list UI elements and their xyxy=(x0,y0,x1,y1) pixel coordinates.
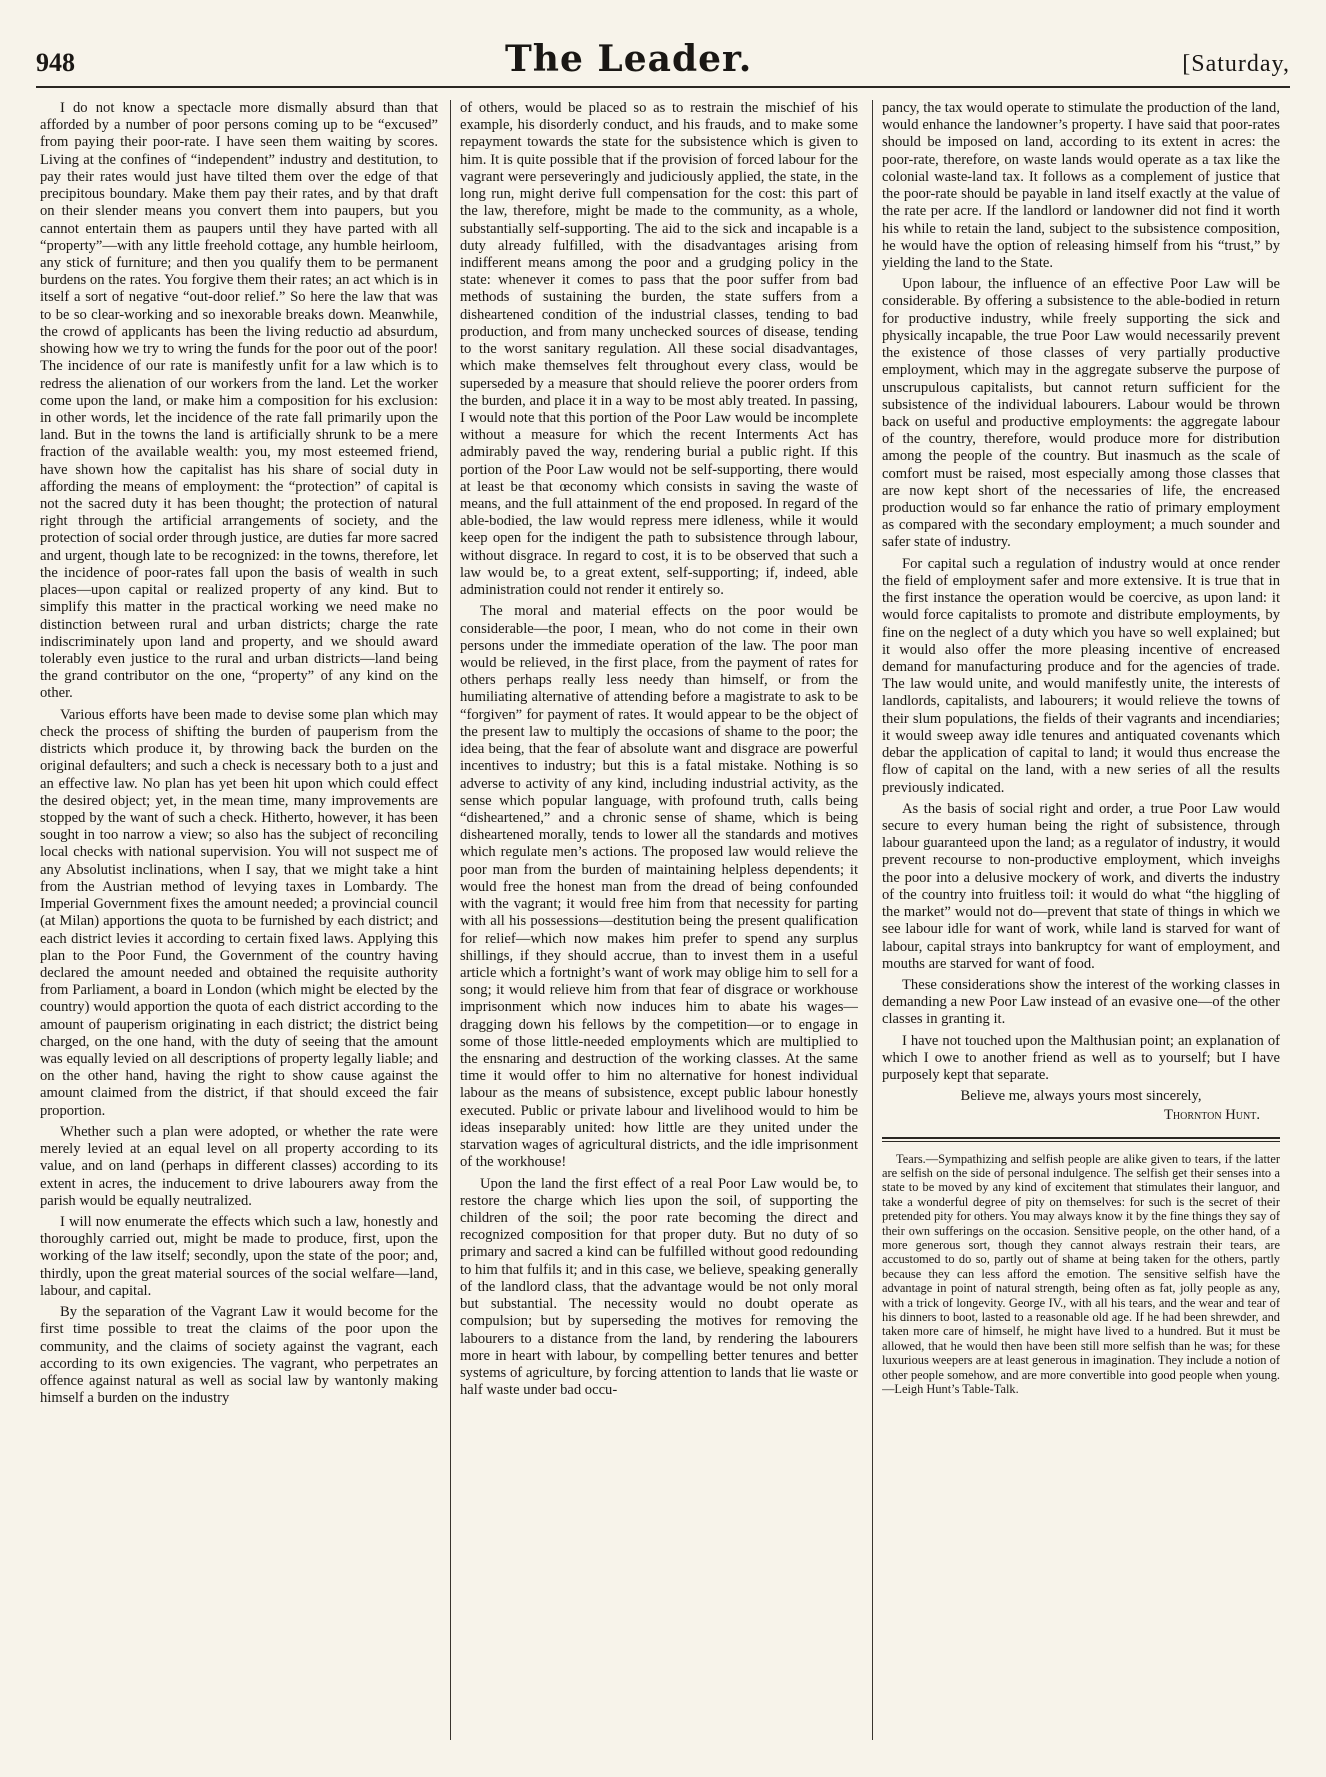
masthead xyxy=(36,38,1290,88)
paragraph: I have not touched upon the Malthusian point; an explanation of which I owe to another friend as well as to yourself; but I have purposely kept that separate. xyxy=(882,1032,1280,1084)
paragraph: By the separation of the Vagrant Law it would become for the first time possible to treat the claims of the poor upon the community, and the claims of society against the vagrant, each according to its own exigencies. The vagrant, who perpetrates an offence against natural as well as social law by wantonly making himself a burden on the industry xyxy=(40,1304,438,1407)
paragraph: As the basis of social right and order, a true Poor Law would secure to every human being the right of subsistence, through labour guaranteed upon the land; as a regulator of industry, it would prevent recourse to non-productive employment, which inveighs the poor into a delusive mockery of work, and diverts the industry of the country into fruitless toil: it would do what “the higgling of the market” would not do—prevent that state of things in which we see labour idle for want of work, while land is starved for want of labour, capital strays into bankruptcy for want of employment, and mouths are starved for want of food. xyxy=(882,800,1280,972)
issue-day: [Saturday, xyxy=(1182,51,1290,77)
section-rule xyxy=(882,1141,1280,1142)
page-number: 948 xyxy=(36,48,75,77)
column-2 xyxy=(460,100,858,1740)
paragraph: The moral and material effects on the poor would be considerable—the poor, I mean, who do not come in their own persons under the immediate operation of the law. The poor man would be relieved, in the first place, from the payment of rates for others perhaps really less needy than himself, or from the humiliating alternative of attending before a magistrate to ask to be “forgiven” for payment of rates. It would appear to be the object of the present law to multiply the occasions of shame to the poor; the idea being, that the fear of absolute want and disgrace are powerful incentives to industry; but this is a fatal mistake. Nothing is so adverse to activity of any kind, including industrial activity, as the sense which popular language, with profound truth, calls being “disheartened,” and a chronic sense of shame, which is being disheartened morally, tends to lower all the standards and motives which regulate men’s actions. The proposed law would relieve the poor man from the burden of maintaining helpless dependents; it would free the honest man from the dread of being confounded with the vagrant; it would free him from that necessity for parting with all his possessions—destitution being the present qualification for relief—which now makes him prefer to spend any surplus shillings, if they should accrue, than to invest them in a useful article which a fortnight’s want of work may oblige him to sell for a song; it would relieve him from that fear of disgrace or workhouse imprisonment which now induces him to abate his wages—dragging down his fellows by the competition—or to engage in some of those little-needed employments which are multiplied to the ensnaring and destruction of the working classes. At the same time it would offer to him no alternative for honest individual labour as the means of subsistence, except public labour honestly executed. Public or private labour and livelihood would to him be ideas inseparably united: how little are they united under the starvation wages of agricultural districts, and the idle imprisonment of the workhouse! xyxy=(460,603,858,1171)
publication-title: The Leader. xyxy=(505,38,753,80)
paragraph: pancy, the tax would operate to stimulate the production of the land, would enhance the landowner’s property. I have said that poor-rates should be imposed on land, according to its extent in acres: the poor-rate, therefore, on waste lands would operate as a tax like the colonial waste-land tax. It follows as a complement of justice that the poor-rate should be payable in land itself exactly at the value of the rate per acre. If the landlord or landowner did not find it worth his while to retain the land, subject to the subsistence composition, he would have the option of releasing himself from his “trust,” by yielding the land to the State. xyxy=(882,100,1280,271)
letter-signature: Thornton Hunt. xyxy=(1163,1107,1260,1124)
paragraph: Whether such a plan were adopted, or whether the rate were merely levied at an equal level on all property according to its value, and on land (perhaps in different classes) according to its extent in acres, the inducement to drive labourers away from the parish would be equally neutralized. xyxy=(40,1123,438,1209)
column-divider xyxy=(450,100,451,1740)
paragraph: of others, would be placed so as to restrain the mischief of his example, his disorderly conduct, and his frauds, and to make some repayment towards the state for the subsistence which is given to him. It is quite possible that if the provision of forced labour for the vagrant were perseveringly and judiciously applied, the state, in the long run, might derive full compensation for the cost: this part of the law, therefore, might be made to the community, as a whole, substantially self-supporting. The aid to the sick and incapable is a duty already fulfilled, with the disadvantages arising from indifferent means among the poor and a grudging policy in the state: whenever it comes to pass that the poor suffer from bad methods of sustaining the burden, the state suffers from a disheartened condition of the industrial classes, tending to bad production, and from many unchecked sources of disease, tending to the worst sanitary regulation. All these social disadvantages, which make themselves felt throughout every class, would be superseded by a measure that should relieve the poorer orders from the burden, and place it in a way to be most ably treated. In passing, I would note that this portion of the Poor Law would be incomplete without a measure for which the recent Interments Act has admirably paved the way, rendering burial a public right. If this portion of the Poor Law would not be self-supporting, there would at least be that œconomy which consists in saving the waste of means, and the full attainment of the end proposed. In regard of the able-bodied, the law would repress mere idleness, while it would keep open for the indigent the path to subsistence through labour, without disgrace. In regard to cost, it is to be observed that such a law would be, to a great extent, self-supporting; if, indeed, able administration could not render it entirely so. xyxy=(460,100,858,599)
paragraph: Upon the land the first effect of a real Poor Law would be, to restore the charge which lies upon the soil, of supporting the children of the soil; the poor rate becoming the direct and recognized composition for that proper duty. But no duty of so primary and sacred a kind can be fulfilled without good redounding to him that fulfils it; and in this case, we believe, speaking generally of the landlord class, that the advantage would be not only moral but substantial. The necessity would no doubt operate as compulsion; but by superseding the motives for removing the labourers to a distance from the land, by rendering the labourers more in heart with labour, by compelling better tenures and better systems of agriculture, by forcing attention to lands that lie waste or half waste under bad occu- xyxy=(460,1175,858,1399)
paragraph: These considerations show the interest of the working classes in demanding a new Poor Law instead of an evasive one—of the other classes in granting it. xyxy=(882,976,1280,1028)
letter-signoff: Believe me, always yours most sincerely, xyxy=(960,1088,1202,1105)
paragraph: Various efforts have been made to devise some plan which may check the process of shifting the burden of pauperism from the districts which produce it, by throwing back the burden on the original defaulters; and such a check is necessary both to a just and an effective law. No plan has yet been hit upon which could effect the desired object; yet, in the mean time, many improvements are stopped by the want of such a check. Hitherto, however, it has been sought in too narrow a view; so also has the subject of reconciling local checks with national supervision. You will not suspect me of any Absolutist inclinations, when I say, that we might take a hint from the Austrian method of levying taxes in Lombardy. The Imperial Government fixes the amount needed; a provincial council (at Milan) apportions the quota to be furnished by each district; and each district levies it according to certain fixed laws. Applying this plan to the Poor Fund, the Government of the country having declared the amount needed and obtained the requisite authority from Parliament, a board in London (which might be elected by the country) would apportion the quota of each district according to the amount of pauperism originating in each district; the district being charged, on the one hand, with the duty of seeing that the amount was equally levied on all descriptions of property legally liable; and on the other hand, having the right to show cause against the amount claimed from the district, if that should exceed the fair proportion. xyxy=(40,706,438,1119)
paragraph: I do not know a spectacle more dismally absurd than that afforded by a number of poor persons coming up to be “excused” from paying their poor-rate. I have seen them waiting by scores. Living at the confines of “independent” industry and destitution, to pay their rates would just have tilted them over the edge of that precipitous boundary. Make them pay their rates, and by that draft on their slender means you convert them into paupers, but you cannot entertain them as paupers until they have parted with all “property”—with any little freehold cottage, any humble heirloom, any stick of furniture; and then you qualify them to be permanent burdens on the rates. You forgive them their rates; an act which is in itself a sort of negative “out-door relief.” So here the law that was to be so clear-working and so inexorable breaks down. Meanwhile, the crowd of applicants has been the living reductio ad absurdum, showing how we try to wring the funds for the poor out of the poor! The incidence of our rate is manifestly unfit for a law which is to redress the alienation of our workers from the land. Let the worker come upon the land, or make him a composition for his exclusion: in other words, let the incidence of the rate fall primarily upon the land. But in the towns the land is artificially shrunk to be a mere fraction of the available wealth: you, my most esteemed friend, have shown how the capitalist has his share of social duty in affording the means of employment: the “protection” of capital is not the sacred duty it has been thought; the protection of natural right through the artificial arrangements of society, and the protection of social order through justice, are duties far more sacred and urgent, though late to be recognized: in the towns, therefore, let the incidence of poor-rates fall upon the basis of wealth in such places—upon capital or realized property of any kind. But to simplify this matter in the practical working we need make no distinction between rural and urban districts; charge the rate indiscriminately upon land and property, and we should award tolerably even justice to the rural and urban districts—land being the grand contributor on the one, “property” of any kind on the other. xyxy=(40,100,438,702)
column-1 xyxy=(40,100,438,1740)
column-3 xyxy=(882,100,1280,1740)
note-text: Tears.—Sympathizing and selfish people are alike given to tears, if the latter are selfish on the side of personal indulgence. The selfish get their senses into a state to be moved by any kind of excitement that stimulates their languor, and take a wonderful degree of pity on themselves: for such is the secret of their pretended pity for others. You may always know it by the fine things they say of their own sufferings on the occasion. Sensitive people, on the other hand, of a more generous sort, though they cannot always restrain their tears, are accustomed to do so, partly out of shame at being taken for the others, partly because they can less afford the emotion. The sensitive selfish have the advantage in point of natural strength, being often as fat, jolly people as any, with a trick of longevity. George IV., with all his tears, and the wear and tear of his dinners to boot, lasted to a reasonable old age. If he had been shrewder, and taken more care of himself, he might have lived to a hundred. But it must be allowed, that he would then have been still more selfish than he was; for these luxurious weepers are at least generous in imagination. They include a notion of other people somehow, and are more convertible into good people when young.—Leigh Hunt’s Table-Talk. xyxy=(882,1151,1280,1396)
section-rule xyxy=(882,1137,1280,1139)
paragraph: I will now enumerate the effects which such a law, honestly and thoroughly carried out, might be made to produce, first, upon the working of the law itself; secondly, upon the state of the poor; and, thirdly, upon the great material sources of the social welfare—land, labour, and capital. xyxy=(40,1214,438,1299)
paragraph: Upon labour, the influence of an effective Poor Law will be considerable. By offering a subsistence to the able-bodied in return for productive industry, while freely supporting the sick and physically incapable, the true Poor Law would necessarily prevent the existence of those classes of very partially productive employment, which may in the aggregate subserve the purpose of unscrupulous capitalists, but cannot return sufficient for the subsistence of the individual labourers. Labour would be thrown back on useful and productive employments: the aggregate labour of the country, therefore, would produce more for distribution among the people of the country. But inasmuch as the scale of comfort must be raised, most especially among those classes that are now kept short of the necessaries of life, the encreased production would so far enhance the ratio of primary employment as compared with the secondary employment; a much sounder and safer state of industry. xyxy=(882,276,1280,551)
paragraph: For capital such a regulation of industry would at once render the field of employment safer and more extensive. It is true that in the first instance the operation would be coercive, as upon land: it would force capitalists to promote and distribute employments, by fine on the neglect of a duty which you have so well explained; but it would also offer the more pleasing incentive of encreased demand for manufacturing produce and for the agencies of trade. The law would unite, and would manifestly unite, the interests of landlords, capitalists, and labourers; it would relieve the towns of their slum populations, the fields of their vagrants and incendiaries; it would sweep away idle tenures and antiquated covenants which debar the application of capital to land; it would thus encrease the flow of capital on the land, with a new series of all the results previously indicated. xyxy=(882,555,1280,796)
filler-note xyxy=(882,1152,1280,1397)
column-divider xyxy=(872,100,873,1740)
